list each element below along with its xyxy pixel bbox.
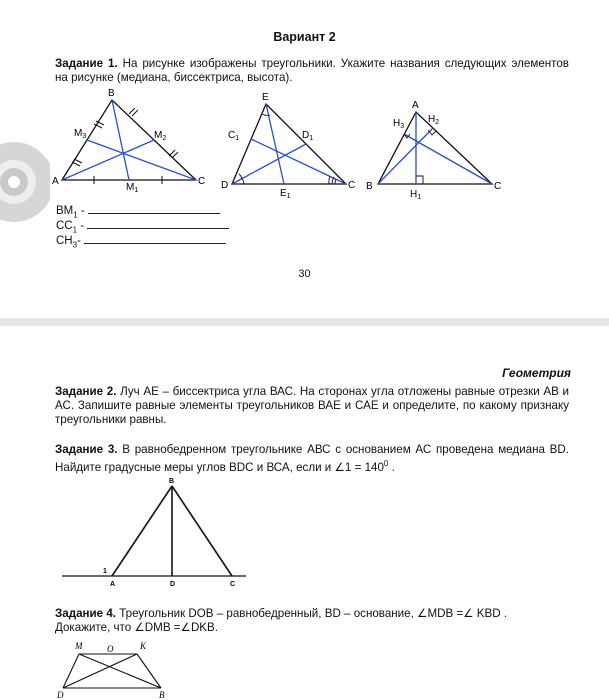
label-o: O: [107, 644, 114, 654]
tick-marks: [72, 108, 178, 184]
task-4: [55, 607, 575, 635]
ring-binder-icon: [0, 132, 50, 232]
label-a: A: [412, 100, 419, 111]
answer-cc1: $CC_1$ -: [56, 218, 229, 236]
bisector-cc1: [251, 139, 346, 184]
answer-bm1: $BM_1$ -: [56, 203, 220, 221]
triangle-dec: [232, 104, 346, 184]
label-c: C: [348, 180, 356, 191]
task-2-label: Задание 2.: [55, 385, 117, 398]
label-b: B: [169, 478, 175, 485]
label-c: C: [494, 181, 502, 192]
page-number: 30: [298, 268, 311, 280]
label-k: K: [140, 641, 147, 651]
bisector-ee1: [266, 104, 284, 184]
angle-arcs: [239, 114, 336, 184]
triangle-abc: [62, 100, 196, 180]
task-3: Задание 3. В равнобедренном треугольнике АВС с основанием АС проведена медиана BD. Найдите градусные меры углов BDC и ВСА, если и ∠1 = $140^0$ .: [55, 443, 569, 475]
task-4-text-1: Треугольник DOB – равнобедренный, BD – основание, ∠MDB =∠ KBD .: [119, 607, 508, 620]
side-ab: [112, 486, 172, 576]
task-4-text-2: Докажите, что ∠DMB =∠DKB.: [55, 621, 218, 635]
worksheet-page-1: [0, 0, 609, 318]
label-b: B: [366, 181, 373, 192]
right-angle-marks: [404, 130, 436, 184]
task-3-text: В равнобедренном треугольнике АВС с основанием АС проведена медиана BD. Найдите градусные меры углов BDC и ВСА, если и: [55, 443, 569, 475]
label-m1: $M_1$: [126, 182, 139, 194]
segment-md: [63, 654, 79, 688]
worksheet-page-2: [0, 326, 609, 700]
label-c: C: [198, 176, 206, 187]
label-d: D: [170, 581, 176, 588]
bisector-dd1: [232, 144, 306, 184]
label-m2: $M_2$: [154, 130, 167, 142]
label-b: B: [108, 88, 115, 99]
task-2: [55, 385, 569, 428]
answer-line-1[interactable]: [88, 203, 220, 214]
label-d1: $D_1$: [302, 130, 314, 142]
label-a: A: [110, 581, 116, 588]
subject-heading: Геометрия: [502, 366, 571, 380]
page-divider: [0, 318, 609, 326]
label-m3: $M_3$: [74, 128, 87, 140]
task-4-label: Задание 4.: [55, 607, 116, 620]
label-h1: $H_1$: [410, 189, 422, 201]
segment-dk: [63, 654, 137, 688]
figure-dob: [55, 638, 185, 700]
task-1-label: Задание 1.: [55, 57, 118, 70]
label-1: 1: [103, 568, 107, 575]
task-2-text: Луч АЕ – биссектриса угла ВАС. На сторонах угла отложены равные отрезки АВ и АС. Запишите равные элементы треугольников ВАЕ и САЕ и определите, по какому признаку треугольники равны.: [55, 385, 569, 427]
figure-altitudes: [360, 96, 512, 204]
answer-line-3[interactable]: [84, 233, 226, 244]
label-c: C: [230, 581, 236, 588]
median-bm1: [112, 100, 129, 180]
label-e1: $E_1$: [280, 188, 291, 200]
figure-bisectors: [218, 88, 358, 200]
figure-medians: [50, 86, 210, 196]
label-h2: $H_2$: [428, 114, 440, 126]
label-e: E: [262, 92, 269, 103]
answer-ch3: $CH_3-$: [56, 233, 226, 251]
side-bc: [172, 486, 232, 576]
variant-title: Вариант 2: [273, 30, 336, 44]
label-a: A: [52, 176, 59, 187]
answer-line-2[interactable]: [87, 218, 229, 229]
task-1: [55, 57, 569, 85]
label-d: D: [221, 180, 229, 191]
task-1-text: На рисунке изображены треугольники. Укажите названия следующих элементов на рисунке (медиана, биссектриса, высота).: [55, 57, 569, 85]
label-m: M: [75, 641, 83, 651]
label-d: D: [57, 690, 64, 700]
task-3-label: Задание 3.: [55, 443, 118, 456]
label-b: B: [159, 690, 165, 700]
label-h3: $H_3$: [393, 118, 405, 130]
label-c1: $C_1$: [228, 130, 240, 142]
figure-isosceles: [60, 474, 250, 590]
